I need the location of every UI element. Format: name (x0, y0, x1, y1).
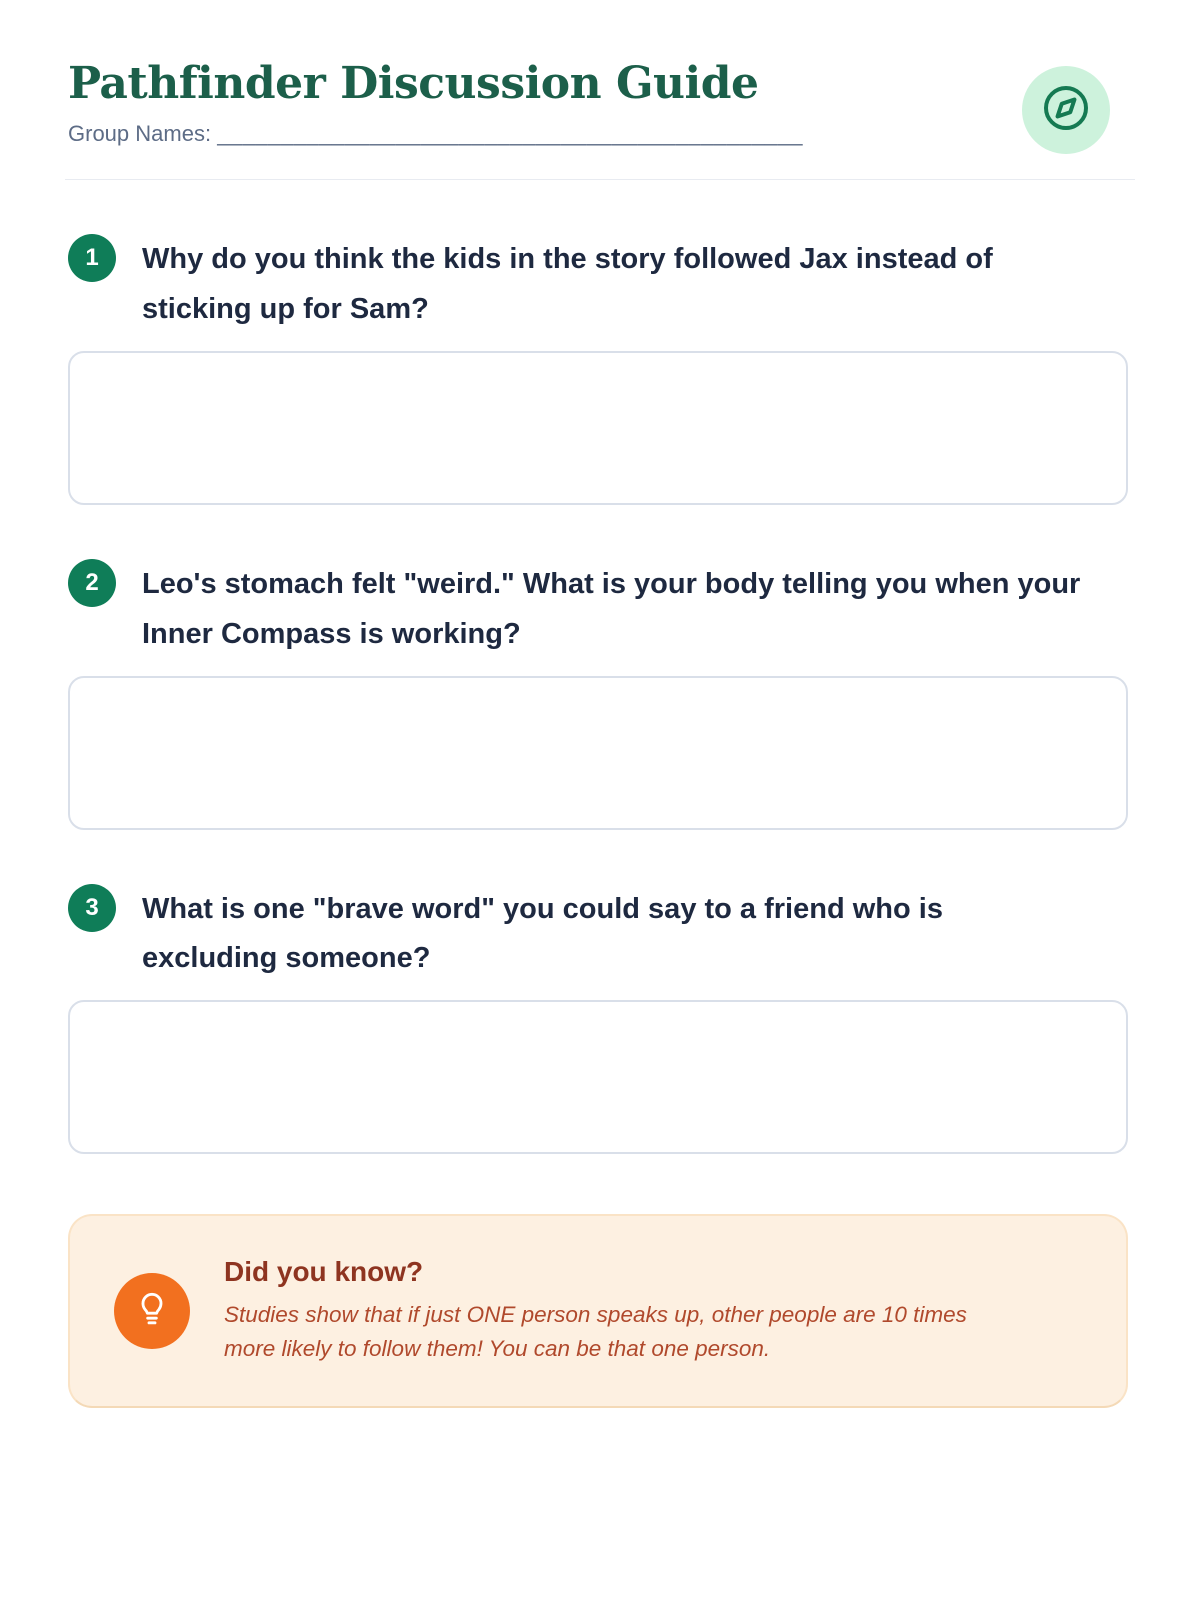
question-text (142, 232, 993, 335)
callout-title: Did you know? (224, 1256, 424, 1288)
callout-text-block (224, 1256, 967, 1366)
question-number-badge: 3 (68, 884, 116, 932)
did-you-know-callout (68, 1214, 1128, 1408)
question-text-line: sticking up for Sam? (142, 292, 429, 325)
question-text-line: Why do you think the kids in the story followed Jax instead of (142, 243, 993, 275)
answer-box-2[interactable] (68, 676, 1128, 830)
group-names-row (68, 121, 1132, 147)
question-text-line: Leo's stomach felt "weird." What is your body telling you when your (142, 567, 1081, 600)
question-item-2 (68, 557, 1128, 660)
question-text-line: Inner Compass is working? (142, 617, 521, 650)
question-item-1 (68, 232, 1128, 335)
callout-body (224, 1298, 967, 1366)
callout-body-line: Studies show that if just ONE person speaks up, other people are 10 times (224, 1302, 967, 1328)
compass-badge (1022, 66, 1110, 154)
question-text (142, 557, 1080, 660)
question-item-3 (68, 882, 1128, 985)
question-text-line: excluding someone? (142, 942, 431, 975)
question-text (142, 882, 943, 985)
group-names-label: Group Names: (68, 121, 212, 146)
compass-icon (1042, 84, 1090, 137)
callout-body-line: more likely to follow them! You can be that one person. (224, 1336, 771, 1361)
page-title: Pathfinder Discussion Guide (68, 58, 759, 109)
lightbulb-icon (132, 1289, 172, 1334)
header-divider (65, 179, 1135, 180)
group-names-blank[interactable]: ______________________________________________ (217, 121, 804, 146)
question-number-badge: 1 (68, 234, 116, 282)
worksheet-content (68, 232, 1128, 1408)
answer-box-3[interactable] (68, 1000, 1128, 1154)
question-number-badge: 2 (68, 559, 116, 607)
answer-box-1[interactable] (68, 351, 1128, 505)
lightbulb-badge (114, 1273, 190, 1349)
question-text-line: What is one "brave word" you could say to a friend who is (142, 892, 943, 925)
header (0, 0, 1200, 147)
